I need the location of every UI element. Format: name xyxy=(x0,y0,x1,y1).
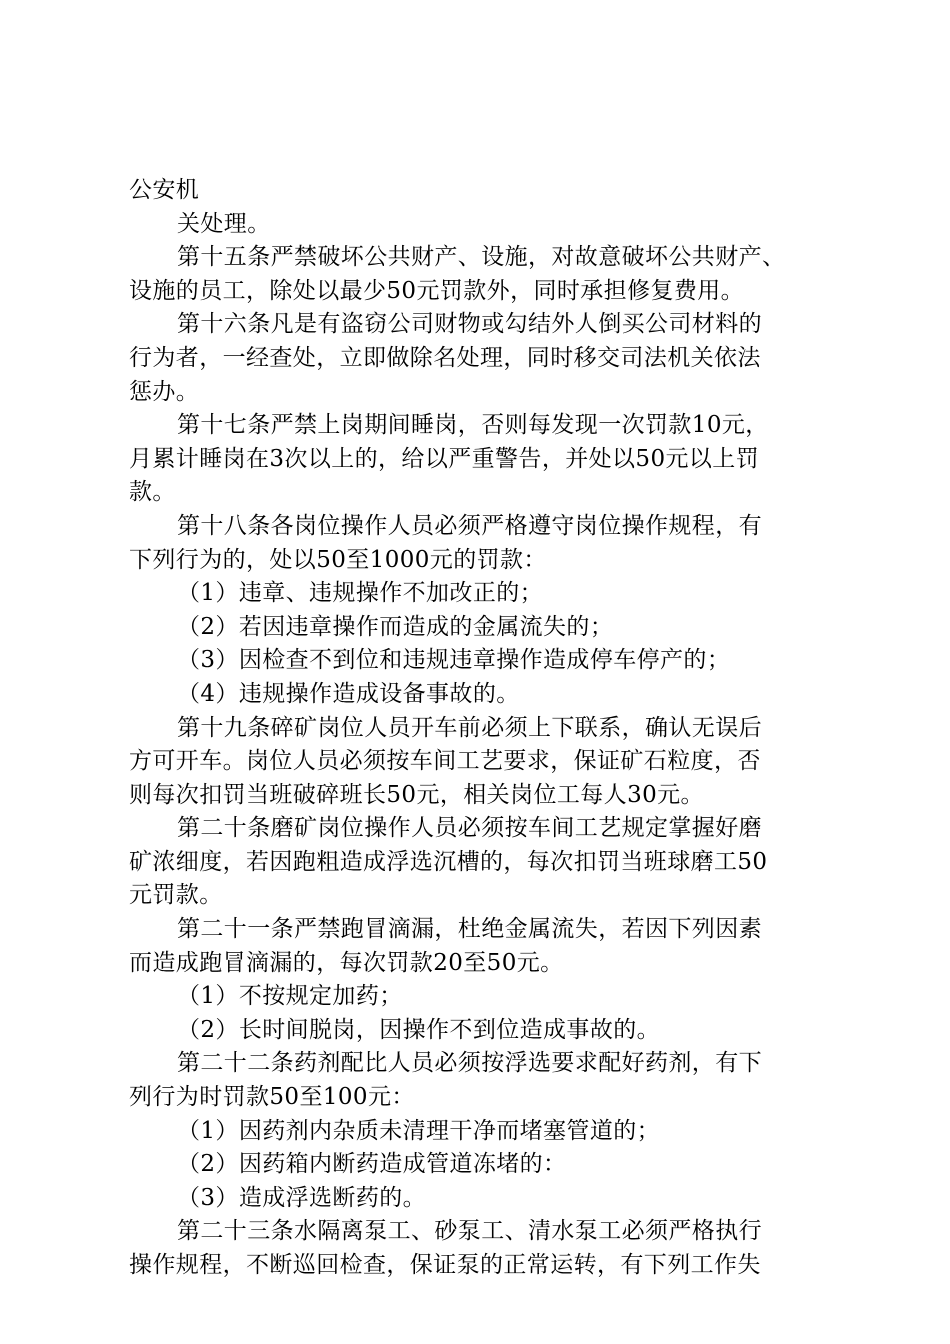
text-line: 惩办。 xyxy=(129,378,200,405)
text-line: （2）若因违章操作而造成的金属流失的； xyxy=(177,613,614,640)
text-line: 方可开车。岗位人员必须按车间工艺要求，保证矿石粒度，否 xyxy=(129,748,761,775)
text-line: 第十八条各岗位操作人员必须严格遵守岗位操作规程，有 xyxy=(177,512,762,539)
text-line: 矿浓细度，若因跑粗造成浮选沉槽的，每次扣罚当班球磨工50 xyxy=(129,848,768,875)
text-line: 则每次扣罚当班破碎班长50元，相关岗位工每人30元。 xyxy=(129,781,704,808)
text-line: 第十九条碎矿岗位人员开车前必须上下联系，确认无误后 xyxy=(177,714,762,741)
document-body xyxy=(129,174,831,1283)
text-line: 第十六条凡是有盗窃公司财物或勾结外人倒买公司材料的 xyxy=(177,311,762,338)
text-line: 下列行为的，处以50至1000元的罚款： xyxy=(129,546,547,573)
text-line: 第二十一条严禁跑冒滴漏，杜绝金属流失，若因下列因素 xyxy=(177,916,762,943)
text-line: （1）不按规定加药； xyxy=(177,983,403,1010)
text-line: 行为者，一经查处，立即做除名处理，同时移交司法机关依法 xyxy=(129,344,761,371)
text-line: 元罚款。 xyxy=(129,882,223,909)
text-line: （1）因药剂内杂质未清理干净而堵塞管道的； xyxy=(177,1117,661,1144)
text-line: 月累计睡岗在3次以上的，给以严重警告，并处以50元以上罚 xyxy=(129,445,760,472)
text-line: （4）违规操作造成设备事故的。 xyxy=(177,680,520,707)
text-line: （1）违章、违规操作不加改正的； xyxy=(177,580,544,607)
text-line: 第二十条磨矿岗位操作人员必须按车间工艺规定掌握好磨 xyxy=(177,815,762,842)
text-line: （3）因检查不到位和违规违章操作造成停车停产的； xyxy=(177,647,731,674)
text-line: （2）长时间脱岗，因操作不到位造成事故的。 xyxy=(177,1016,661,1043)
text-line: 第十七条严禁上岗期间睡岗，否则每发现一次罚款10元， xyxy=(177,412,769,439)
text-line: 公安机 xyxy=(129,177,200,203)
text-line: （3）造成浮选断药的。 xyxy=(177,1184,427,1211)
text-line: 列行为时罚款50至100元： xyxy=(129,1084,415,1111)
text-line: 第十五条严禁破坏公共财产、设施，对故意破坏公共财产、 xyxy=(177,244,786,271)
text-line: 而造成跑冒滴漏的，每次罚款20至50元。 xyxy=(129,949,564,976)
text-line: 第二十三条水隔离泵工、砂泵工、清水泵工必须严格执行 xyxy=(177,1218,762,1245)
text-line: （2）因药箱内断药造成管道冻堵的： xyxy=(177,1151,567,1178)
text-line: 第二十二条药剂配比人员必须按浮选要求配好药剂，有下 xyxy=(177,1050,762,1077)
text-line: 操作规程，不断巡回检查，保证泵的正常运转，有下列工作失 xyxy=(129,1252,761,1278)
text-line: 款。 xyxy=(129,479,176,506)
text-line: 关处理。 xyxy=(177,210,271,237)
text-line: 设施的员工，除处以最少50元罚款外，同时承担修复费用。 xyxy=(129,277,745,304)
